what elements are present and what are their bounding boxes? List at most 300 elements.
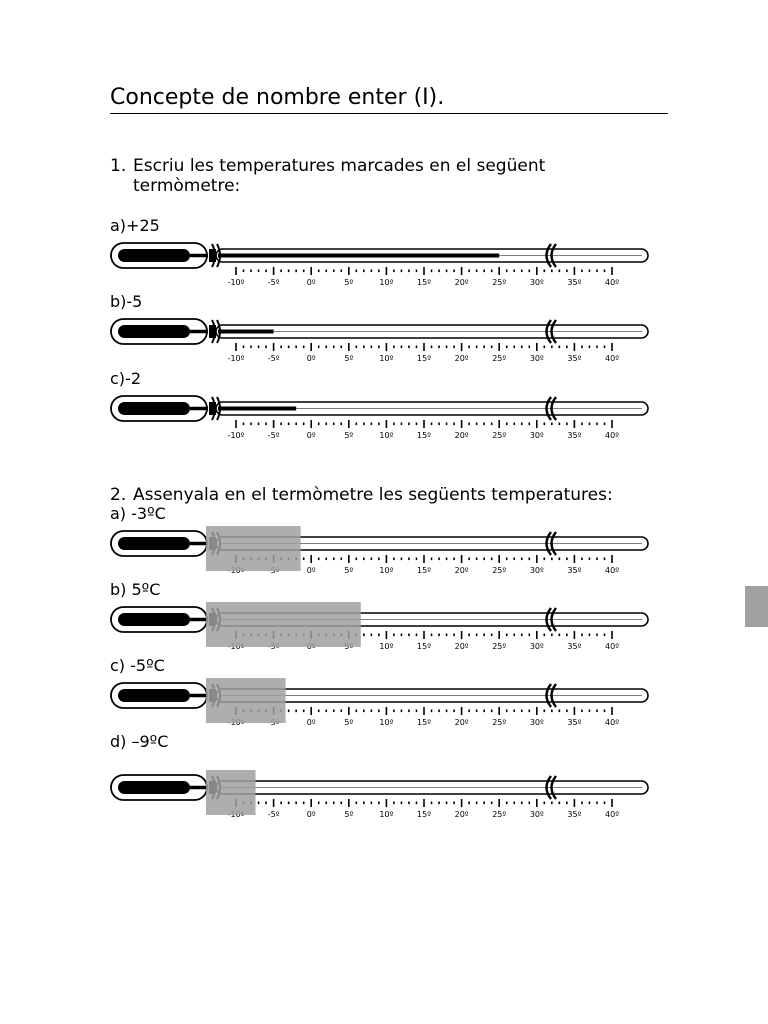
thermometer-1a-minor-tick <box>559 270 561 273</box>
thermometer-2a-minor-tick <box>483 558 485 561</box>
thermometer-1b-collar-band <box>209 325 216 338</box>
thermometer-1a-minor-tick <box>356 270 358 273</box>
thermometer-2d-minor-tick <box>288 802 290 805</box>
thermometer-2c-minor-tick <box>416 710 418 713</box>
thermometer-2d-tick-label: -5º <box>267 810 280 819</box>
thermometer-2c-minor-tick <box>333 710 335 713</box>
thermometer-1a-minor-tick <box>551 270 553 273</box>
thermometer-2c-minor-tick <box>371 710 373 713</box>
exercise-2-number: 2. <box>110 485 127 505</box>
thermometer-2c-tick-label: 35º <box>567 718 582 727</box>
thermometer-2d-tick-label: 40º <box>605 810 619 819</box>
thermometer-2b-minor-tick <box>371 634 373 637</box>
thermometer-2b-minor-tick <box>468 634 470 637</box>
thermometer-2c-minor-tick <box>581 710 583 713</box>
thermometer-2b-bulb-fill <box>118 613 190 626</box>
thermometer-1b-minor-tick <box>356 346 358 349</box>
thermometer-1b-tick-label: 30º <box>529 354 544 363</box>
thermometer-2a-minor-tick <box>566 558 568 561</box>
thermometer-1a-tick-label: 40º <box>605 278 619 287</box>
thermometer-1c-minor-tick <box>363 423 365 426</box>
thermometer-1a-minor-tick <box>544 270 546 273</box>
thermometer-1c-minor-tick <box>325 423 327 426</box>
thermometer-2c-minor-tick <box>363 710 365 713</box>
thermometer-1b <box>108 311 656 371</box>
thermometer-2d-minor-tick <box>378 802 380 805</box>
thermometer-1b-minor-tick <box>288 346 290 349</box>
thermometer-1c-minor-tick <box>340 423 342 426</box>
exercise-2-text: Assenyala en el termòmetre les següents temperatures: <box>133 485 613 505</box>
thermometer-2d-minor-tick <box>521 802 523 805</box>
thermometer-1b-minor-tick <box>513 346 515 349</box>
thermometer-1c-minor-tick <box>551 423 553 426</box>
thermometer-1c-minor-tick <box>544 423 546 426</box>
thermometer-1b-minor-tick <box>566 346 568 349</box>
thermometer-2c-minor-tick <box>303 710 305 713</box>
thermometer-2a-minor-tick <box>468 558 470 561</box>
thermometer-1a-tick-label: 20º <box>454 278 469 287</box>
thermometer-1c-tick-label: 0º <box>306 431 316 440</box>
thermometer-1c-minor-tick <box>258 423 260 426</box>
thermometer-1c-tick-label: 5º <box>344 431 354 440</box>
thermometer-2a-tick-label: 30º <box>529 566 544 575</box>
thermometer-2a-tick-label: 35º <box>567 566 582 575</box>
thermometer-1c-minor-tick <box>295 423 297 426</box>
thermometer-2b-minor-tick <box>453 634 455 637</box>
thermometer-2a-minor-tick <box>589 558 591 561</box>
thermometer-2d-minor-tick <box>295 802 297 805</box>
thermometer-2c-minor-tick <box>506 710 508 713</box>
thermometer-1a-minor-tick <box>265 270 267 273</box>
thermometer-1b-tick-label: 20º <box>454 354 469 363</box>
thermometer-2d-minor-tick <box>476 802 478 805</box>
thermometer-1c-minor-tick <box>243 423 245 426</box>
thermometer-2b-minor-tick <box>544 634 546 637</box>
thermometer-2d-minor-tick <box>280 802 282 805</box>
thermometer-2b-minor-tick <box>491 634 493 637</box>
thermometer-2c-minor-tick <box>483 710 485 713</box>
thermometer-2c-minor-tick <box>476 710 478 713</box>
thermometer-2d-minor-tick <box>393 802 395 805</box>
thermometer-1b-minor-tick <box>318 346 320 349</box>
thermometer-1a-minor-tick <box>604 270 606 273</box>
thermometer-2b-tick-label: 40º <box>605 642 619 651</box>
thermometer-2c-tick-label: 0º <box>306 718 316 727</box>
exercise-1-item-a-label: a)+25 <box>110 216 160 235</box>
thermometer-2d-minor-tick <box>371 802 373 805</box>
thermometer-2d-minor-tick <box>258 802 260 805</box>
thermometer-1b-mercury-column <box>218 330 274 334</box>
exercise-1-item-b-label: b)-5 <box>110 292 143 311</box>
thermometer-1a-minor-tick <box>589 270 591 273</box>
thermometer-1c-minor-tick <box>453 423 455 426</box>
thermometer-2a-minor-tick <box>544 558 546 561</box>
thermometer-2d-tick-label: 25º <box>492 810 507 819</box>
thermometer-2d-tick-label: 35º <box>567 810 582 819</box>
thermometer-2c-minor-tick <box>544 710 546 713</box>
thermometer-1a-minor-tick <box>303 270 305 273</box>
thermometer-2b-tick-label: 25º <box>492 642 507 651</box>
thermometer-2d-tick-label: 20º <box>454 810 469 819</box>
thermometer-2a-tick-label: 40º <box>605 566 619 575</box>
exercise-1-text-line-2: termòmetre: <box>133 176 241 196</box>
exercise-1-instruction <box>110 156 545 196</box>
thermometer-1b-tick-label: -5º <box>267 354 280 363</box>
thermometer-2a-minor-tick <box>378 558 380 561</box>
thermometer-2d-minor-tick <box>333 802 335 805</box>
thermometer-1b-minor-tick <box>363 346 365 349</box>
thermometer-1a-minor-tick <box>393 270 395 273</box>
thermometer-2a-answer-box <box>206 526 301 571</box>
thermometer-2b-minor-tick <box>528 634 530 637</box>
thermometer-2c-tick-label: 25º <box>492 718 507 727</box>
thermometer-2d-tick-label: 15º <box>417 810 431 819</box>
thermometer-2b-tick-label: 15º <box>417 642 431 651</box>
thermometer-2c-minor-tick <box>431 710 433 713</box>
thermometer-1c-minor-tick <box>393 423 395 426</box>
thermometer-1a-bulb-fill <box>118 249 190 262</box>
thermometer-2d-minor-tick <box>483 802 485 805</box>
thermometer-2d-minor-tick <box>356 802 358 805</box>
thermometer-2a-minor-tick <box>356 558 358 561</box>
thermometer-2b-tick-label: 35º <box>567 642 582 651</box>
thermometer-1b-minor-tick <box>393 346 395 349</box>
thermometer-2c-minor-tick <box>393 710 395 713</box>
thermometer-2a-minor-tick <box>476 558 478 561</box>
thermometer-2a-minor-tick <box>340 558 342 561</box>
thermometer-1c-minor-tick <box>513 423 515 426</box>
thermometer-2a-tick-label: 0º <box>306 566 316 575</box>
thermometer-1a-minor-tick <box>521 270 523 273</box>
thermometer-1c-minor-tick <box>280 423 282 426</box>
thermometer-2a-minor-tick <box>604 558 606 561</box>
thermometer-2c-tick-label: 30º <box>529 718 544 727</box>
thermometer-1b-tick-label: 25º <box>492 354 507 363</box>
thermometer-1a <box>108 235 656 295</box>
thermometer-1b-minor-tick <box>250 346 252 349</box>
thermometer-2c-tick-label: 10º <box>379 718 394 727</box>
thermometer-1b-minor-tick <box>604 346 606 349</box>
thermometer-1b-minor-tick <box>401 346 403 349</box>
thermometer-1a-minor-tick <box>596 270 598 273</box>
thermometer-2d-minor-tick <box>589 802 591 805</box>
thermometer-1b-minor-tick <box>280 346 282 349</box>
thermometer-1c-minor-tick <box>303 423 305 426</box>
thermometer-1c-minor-tick <box>521 423 523 426</box>
thermometer-2b-minor-tick <box>476 634 478 637</box>
thermometer-2d-minor-tick <box>431 802 433 805</box>
thermometer-2d-minor-tick <box>446 802 448 805</box>
thermometer-2a-minor-tick <box>581 558 583 561</box>
thermometer-2c-minor-tick <box>318 710 320 713</box>
exercise-2-item-c-label: c) -5ºC <box>110 656 165 675</box>
thermometer-1b-tick-label: 5º <box>344 354 354 363</box>
thermometer-1c-mercury-column <box>218 407 296 411</box>
thermometer-2b-minor-tick <box>589 634 591 637</box>
thermometer-2a-minor-tick <box>551 558 553 561</box>
thermometer-2a-minor-tick <box>363 558 365 561</box>
thermometer-1c-minor-tick <box>438 423 440 426</box>
thermometer-2c-minor-tick <box>491 710 493 713</box>
thermometer-2b-answer-box <box>206 602 361 647</box>
thermometer-1a-tick-label: -10º <box>227 278 245 287</box>
thermometer-1b-tick-label: 10º <box>379 354 394 363</box>
thermometer-2a-minor-tick <box>325 558 327 561</box>
thermometer-1c-minor-tick <box>431 423 433 426</box>
thermometer-2d-minor-tick <box>401 802 403 805</box>
thermometer-2c-minor-tick <box>566 710 568 713</box>
thermometer-2a-minor-tick <box>521 558 523 561</box>
thermometer-1c-tick-label: 10º <box>379 431 394 440</box>
thermometer-2c-tick-label: 40º <box>605 718 619 727</box>
thermometer-2d-tick-label: 10º <box>379 810 394 819</box>
thermometer-2c-minor-tick <box>513 710 515 713</box>
thermometer-2d-answer-box <box>206 770 256 815</box>
thermometer-2b-minor-tick <box>393 634 395 637</box>
thermometer-2d-minor-tick <box>596 802 598 805</box>
thermometer-2d-tick-label: 0º <box>306 810 316 819</box>
thermometer-2a-minor-tick <box>371 558 373 561</box>
thermometer-1b-minor-tick <box>265 346 267 349</box>
thermometer-1c-minor-tick <box>318 423 320 426</box>
thermometer-2d-minor-tick <box>318 802 320 805</box>
thermometer-2b-minor-tick <box>581 634 583 637</box>
thermometer-2c-tick-label: 15º <box>417 718 431 727</box>
thermometer-2a-minor-tick <box>431 558 433 561</box>
thermometer-1c-minor-tick <box>559 423 561 426</box>
thermometer-1b-minor-tick <box>476 346 478 349</box>
thermometer-1a-tick-label: -5º <box>267 278 280 287</box>
exercise-2-item-b-label: b) 5ºC <box>110 580 161 599</box>
thermometer-1a-minor-tick <box>250 270 252 273</box>
thermometer-1c-minor-tick <box>596 423 598 426</box>
thermometer-1b-tick-label: 0º <box>306 354 316 363</box>
thermometer-1a-minor-tick <box>258 270 260 273</box>
thermometer-2c[interactable] <box>108 675 656 735</box>
thermometer-2b-minor-tick <box>401 634 403 637</box>
thermometer-1a-minor-tick <box>483 270 485 273</box>
thermometer-1b-minor-tick <box>581 346 583 349</box>
thermometer-1c-minor-tick <box>371 423 373 426</box>
thermometer-1c-tick-label: -5º <box>267 431 280 440</box>
thermometer-2c-tick-label: 20º <box>454 718 469 727</box>
thermometer-1a-minor-tick <box>566 270 568 273</box>
thermometer-1b-minor-tick <box>258 346 260 349</box>
thermometer-1a-minor-tick <box>506 270 508 273</box>
thermometer-2d[interactable] <box>108 767 656 827</box>
thermometer-2a-minor-tick <box>393 558 395 561</box>
thermometer-2a-minor-tick <box>416 558 418 561</box>
thermometer-1c-tick-label: 30º <box>529 431 544 440</box>
thermometer-1b-minor-tick <box>333 346 335 349</box>
thermometer-1a-minor-tick <box>453 270 455 273</box>
thermometer-2c-minor-tick <box>468 710 470 713</box>
thermometer-1a-minor-tick <box>363 270 365 273</box>
thermometer-2a-minor-tick <box>438 558 440 561</box>
thermometer-2d-tick-label: 30º <box>529 810 544 819</box>
thermometer-2a-minor-tick <box>333 558 335 561</box>
thermometer-1b-tick-label: 15º <box>417 354 431 363</box>
thermometer-1c-minor-tick <box>468 423 470 426</box>
thermometer-1b-minor-tick <box>416 346 418 349</box>
thermometer-2a-minor-tick <box>303 558 305 561</box>
exercise-1-text-line-1: Escriu les temperatures marcades en el següent <box>133 156 546 176</box>
thermometer-1a-tick-label: 25º <box>492 278 507 287</box>
thermometer-2c-minor-tick <box>325 710 327 713</box>
thermometer-2c-minor-tick <box>589 710 591 713</box>
thermometer-2d-bulb-fill <box>118 781 190 794</box>
thermometer-1c-minor-tick <box>288 423 290 426</box>
thermometer-2c-minor-tick <box>288 710 290 713</box>
thermometer-1c-minor-tick <box>265 423 267 426</box>
thermometer-1b-minor-tick <box>468 346 470 349</box>
thermometer-2c-minor-tick <box>295 710 297 713</box>
thermometer-2b-tick-label: 10º <box>379 642 394 651</box>
thermometer-1a-tick-label: 0º <box>306 278 316 287</box>
thermometer-1c-minor-tick <box>589 423 591 426</box>
thermometer-2b-minor-tick <box>431 634 433 637</box>
thermometer-2d-minor-tick <box>559 802 561 805</box>
thermometer-2d-minor-tick <box>363 802 365 805</box>
thermometer-1c-minor-tick <box>378 423 380 426</box>
thermometer-2a[interactable] <box>108 523 656 583</box>
thermometer-2c-minor-tick <box>446 710 448 713</box>
thermometer-2d-minor-tick <box>408 802 410 805</box>
thermometer-1b-minor-tick <box>506 346 508 349</box>
thermometer-1b-minor-tick <box>243 346 245 349</box>
page-side-tab <box>745 586 768 627</box>
thermometer-2c-minor-tick <box>408 710 410 713</box>
thermometer-2b-minor-tick <box>416 634 418 637</box>
thermometer-2d-minor-tick <box>604 802 606 805</box>
thermometer-2a-minor-tick <box>506 558 508 561</box>
thermometer-2b-minor-tick <box>551 634 553 637</box>
exercise-2-instruction <box>110 485 613 505</box>
thermometer-2a-minor-tick <box>559 558 561 561</box>
thermometer-1a-minor-tick <box>325 270 327 273</box>
thermometer-2c-minor-tick <box>378 710 380 713</box>
thermometer-1b-minor-tick <box>446 346 448 349</box>
thermometer-1a-minor-tick <box>318 270 320 273</box>
thermometer-1b-minor-tick <box>431 346 433 349</box>
thermometer-1c-minor-tick <box>483 423 485 426</box>
thermometer-1c-collar-band <box>209 402 216 415</box>
thermometer-2b-minor-tick <box>566 634 568 637</box>
thermometer-1c-minor-tick <box>356 423 358 426</box>
thermometer-1b-minor-tick <box>544 346 546 349</box>
thermometer-1a-minor-tick <box>581 270 583 273</box>
thermometer-1b-minor-tick <box>521 346 523 349</box>
thermometer-2a-tick-label: 10º <box>379 566 394 575</box>
thermometer-1c-tick-label: 25º <box>492 431 507 440</box>
thermometer-1c-minor-tick <box>401 423 403 426</box>
thermometer-2c-minor-tick <box>438 710 440 713</box>
thermometer-2b-minor-tick <box>596 634 598 637</box>
thermometer-2c-minor-tick <box>521 710 523 713</box>
thermometer-1a-minor-tick <box>476 270 478 273</box>
thermometer-1a-tick-label: 15º <box>417 278 431 287</box>
thermometer-1a-minor-tick <box>280 270 282 273</box>
thermometer-2a-minor-tick <box>513 558 515 561</box>
thermometer-1c-minor-tick <box>581 423 583 426</box>
thermometer-1c-tick-label: 20º <box>454 431 469 440</box>
thermometer-1b-minor-tick <box>491 346 493 349</box>
thermometer-2c-answer-box <box>206 678 286 723</box>
thermometer-1b-minor-tick <box>528 346 530 349</box>
thermometer-2b-minor-tick <box>513 634 515 637</box>
thermometer-2c-bulb-fill <box>118 689 190 702</box>
thermometer-1b-minor-tick <box>340 346 342 349</box>
thermometer-2b-tick-label: 30º <box>529 642 544 651</box>
thermometer-1a-mercury-column <box>218 254 499 258</box>
thermometer-1a-minor-tick <box>295 270 297 273</box>
thermometer-1a-minor-tick <box>416 270 418 273</box>
thermometer-2a-tick-label: 25º <box>492 566 507 575</box>
thermometer-1c-bulb-fill <box>118 402 190 415</box>
thermometer-2a-minor-tick <box>408 558 410 561</box>
thermometer-2b-minor-tick <box>506 634 508 637</box>
thermometer-2d-tick-label: 5º <box>344 810 354 819</box>
thermometer-1a-minor-tick <box>333 270 335 273</box>
thermometer-1a-minor-tick <box>491 270 493 273</box>
thermometer-2d-minor-tick <box>506 802 508 805</box>
thermometer-2b[interactable] <box>108 599 656 659</box>
thermometer-2d-minor-tick <box>513 802 515 805</box>
thermometer-2c-minor-tick <box>559 710 561 713</box>
exercise-2-item-d-label: d) –9ºC <box>110 732 169 751</box>
thermometer-1b-minor-tick <box>589 346 591 349</box>
thermometer-2d-minor-tick <box>453 802 455 805</box>
thermometer-2c-tick-label: 5º <box>344 718 354 727</box>
thermometer-1c-minor-tick <box>250 423 252 426</box>
thermometer-2d-minor-tick <box>303 802 305 805</box>
thermometer-2b-minor-tick <box>559 634 561 637</box>
thermometer-1a-minor-tick <box>340 270 342 273</box>
thermometer-2d-minor-tick <box>438 802 440 805</box>
thermometer-2d-minor-tick <box>566 802 568 805</box>
thermometer-1a-collar-band <box>209 249 216 262</box>
thermometer-1a-tick-label: 5º <box>344 278 354 287</box>
thermometer-1b-minor-tick <box>551 346 553 349</box>
thermometer-2a-minor-tick <box>401 558 403 561</box>
thermometer-1c-minor-tick <box>566 423 568 426</box>
page-title: Concepte de nombre enter (I). <box>110 84 668 114</box>
thermometer-1c-minor-tick <box>506 423 508 426</box>
thermometer-2a-tick-label: 5º <box>344 566 354 575</box>
thermometer-2c-minor-tick <box>596 710 598 713</box>
thermometer-1a-minor-tick <box>371 270 373 273</box>
thermometer-2d-minor-tick <box>340 802 342 805</box>
thermometer-1c-minor-tick <box>604 423 606 426</box>
thermometer-2c-minor-tick <box>551 710 553 713</box>
thermometer-1b-minor-tick <box>371 346 373 349</box>
thermometer-2b-minor-tick <box>446 634 448 637</box>
thermometer-2c-minor-tick <box>528 710 530 713</box>
thermometer-1b-tick-label: -10º <box>227 354 245 363</box>
thermometer-1b-minor-tick <box>408 346 410 349</box>
thermometer-1b-minor-tick <box>559 346 561 349</box>
thermometer-2d-minor-tick <box>581 802 583 805</box>
thermometer-1a-minor-tick <box>438 270 440 273</box>
thermometer-1c-tick-label: 15º <box>417 431 431 440</box>
thermometer-1a-minor-tick <box>401 270 403 273</box>
thermometer-1c-tick-label: -10º <box>227 431 245 440</box>
thermometer-1a-minor-tick <box>243 270 245 273</box>
thermometer-1a-minor-tick <box>378 270 380 273</box>
thermometer-1b-minor-tick <box>295 346 297 349</box>
thermometer-2a-minor-tick <box>453 558 455 561</box>
thermometer-1c-minor-tick <box>408 423 410 426</box>
